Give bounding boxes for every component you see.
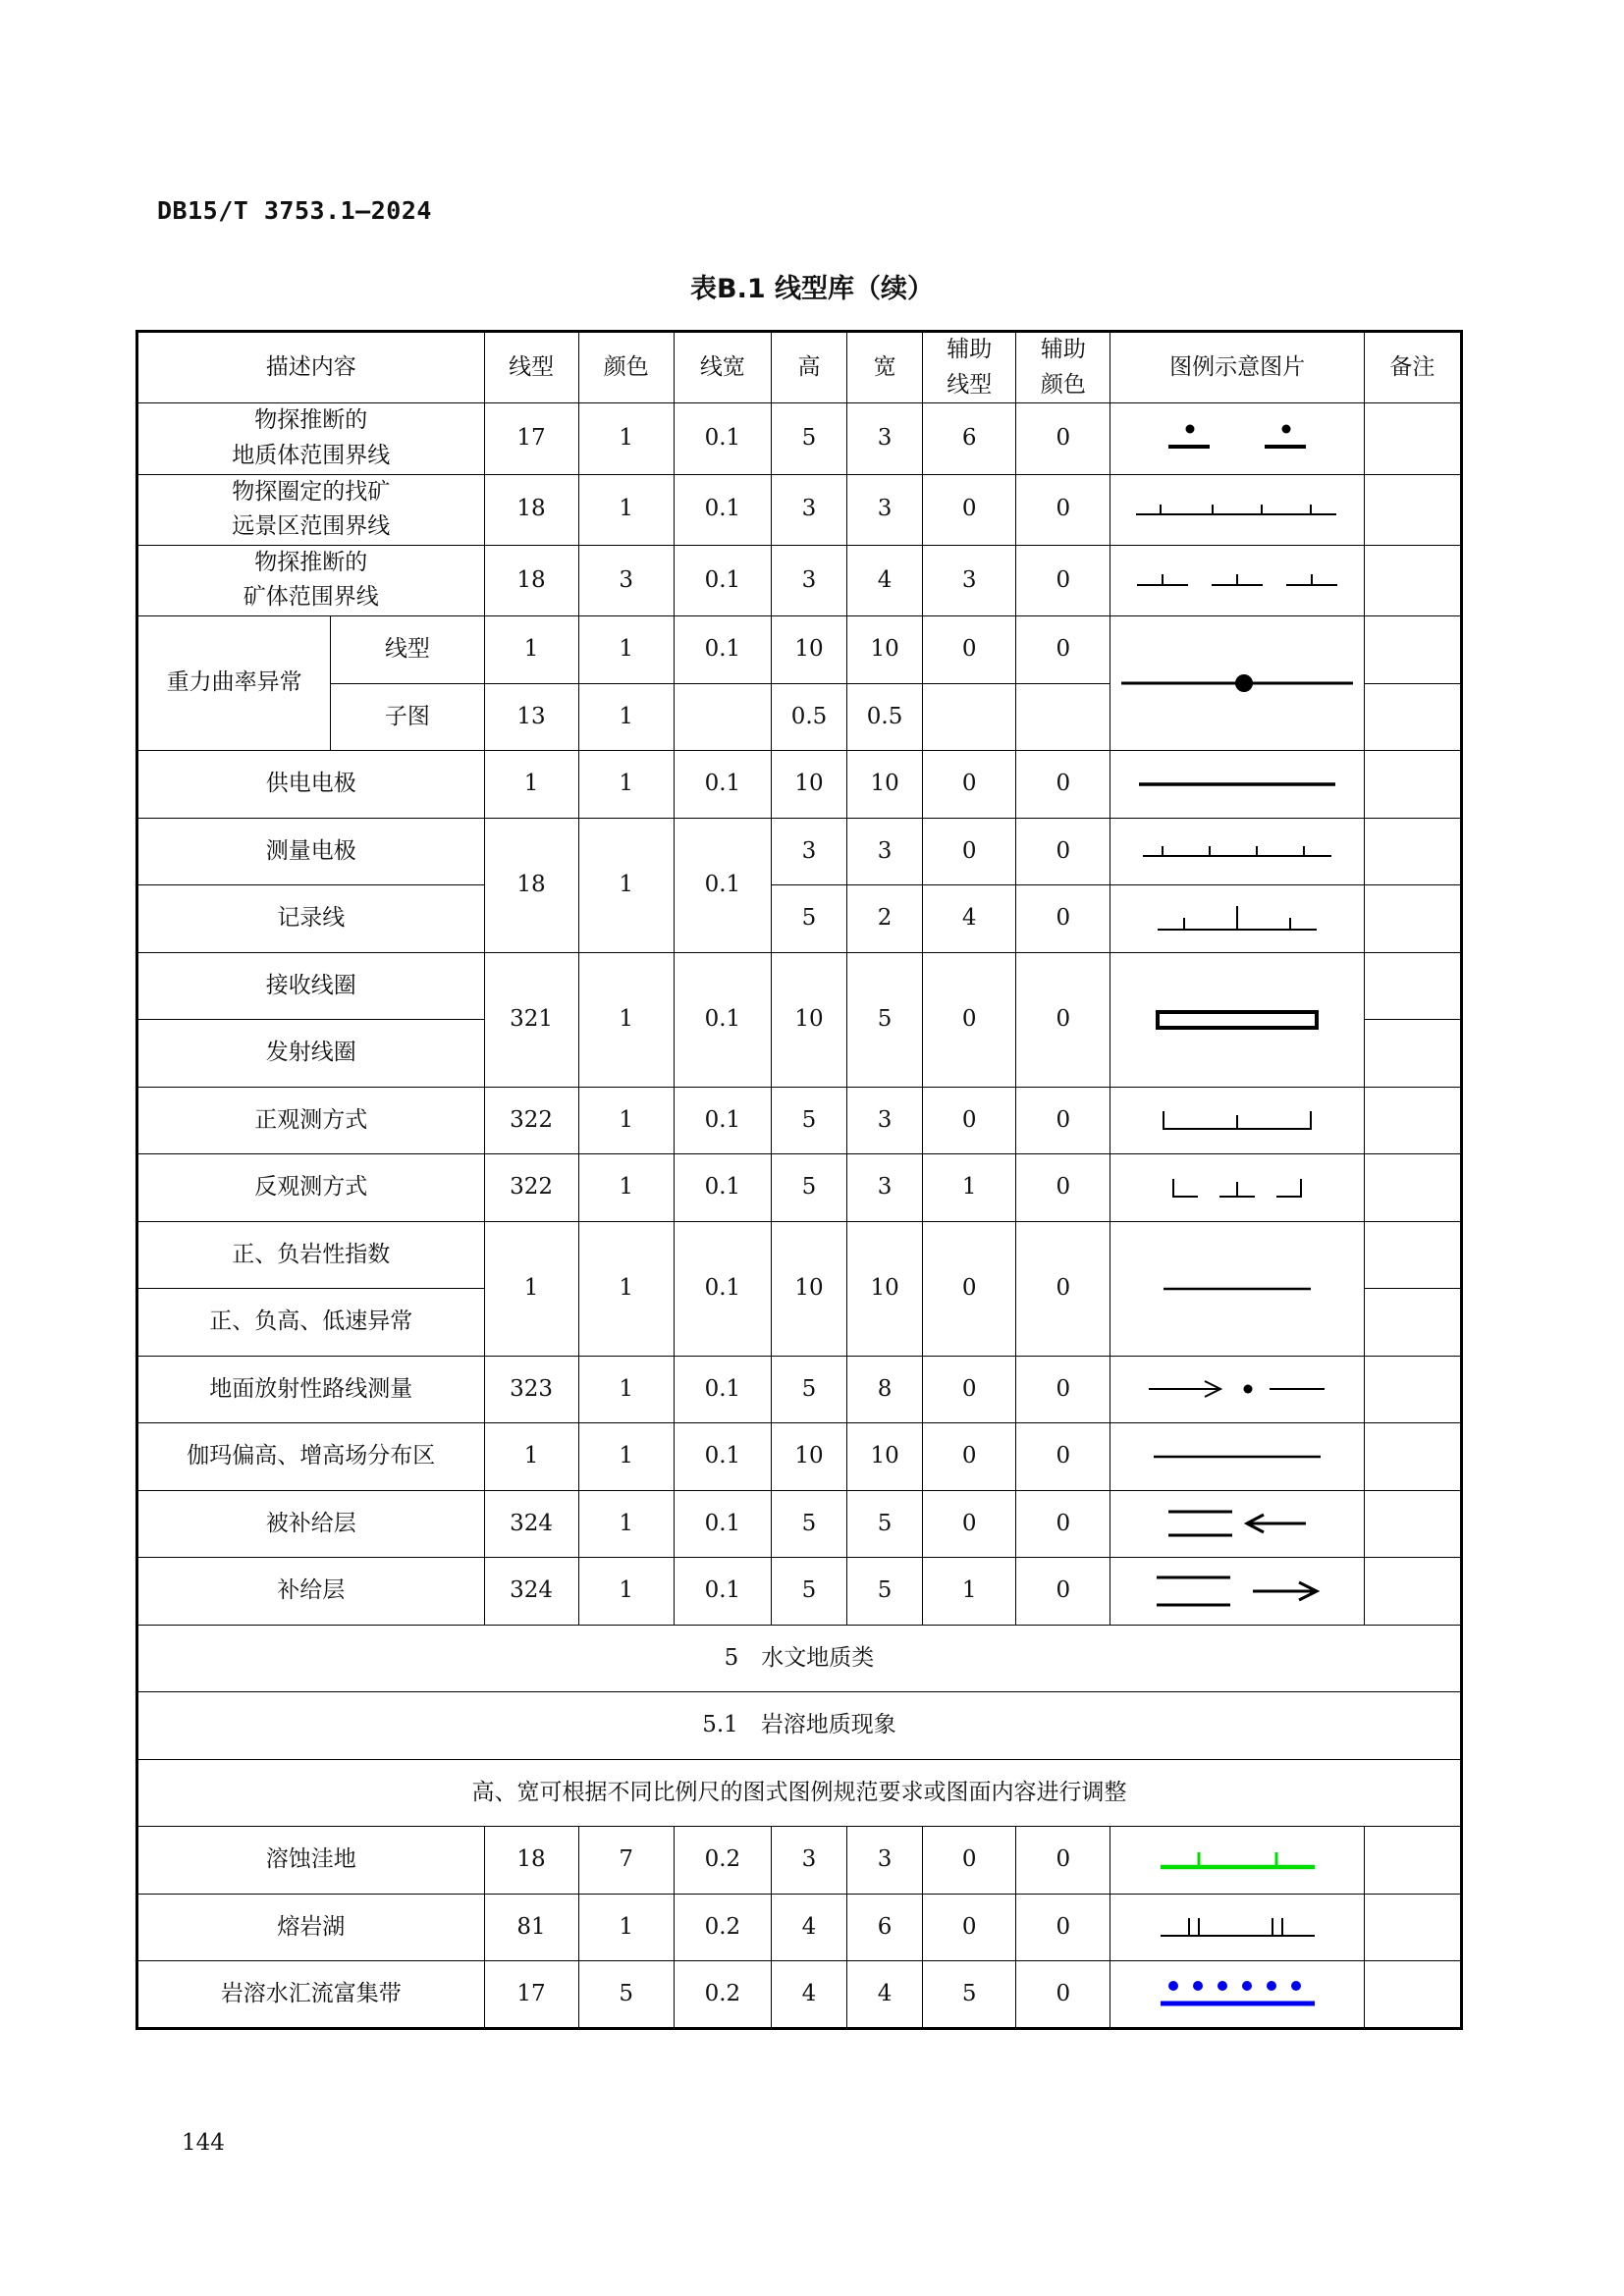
legend-dash-tick-line: [1134, 565, 1340, 595]
width-cell: 5: [847, 952, 923, 1087]
width-cell: 3: [847, 1154, 923, 1222]
remark-cell: [1364, 1356, 1461, 1423]
aux-color-cell: 0: [1016, 1827, 1110, 1895]
height-cell: 4: [771, 1961, 846, 2029]
aux-color-cell: 0: [1016, 616, 1110, 684]
aux-color-cell: [1016, 683, 1110, 751]
desc-cell: 物探推断的 矿体范围界线: [137, 545, 485, 615]
aux-color-cell: 0: [1016, 751, 1110, 819]
line-width-cell: 0.1: [674, 1558, 771, 1626]
header-aux-color: 辅助 颜色: [1016, 332, 1110, 403]
desc-cell: 岩溶水汇流富集带: [137, 1961, 485, 2029]
section-row: [137, 1625, 1462, 1692]
remark-cell: [1364, 1490, 1461, 1558]
color-cell: 1: [578, 1490, 674, 1558]
aux-line-type-cell: 0: [923, 1894, 1016, 1961]
color-cell: 1: [578, 683, 674, 751]
legend-line-with-dot: [1119, 668, 1355, 698]
section-heading: 5 水文地质类: [137, 1625, 1462, 1692]
desc-cell: 正观测方式: [137, 1087, 485, 1154]
aux-line-type-cell: 5: [923, 1961, 1016, 2029]
legend-arrow-dot-line: [1144, 1374, 1330, 1404]
desc-cell: 正、负高、低速异常: [137, 1289, 485, 1357]
legend-cell: [1110, 616, 1364, 751]
width-cell: 5: [847, 1558, 923, 1626]
aux-line-type-cell: 3: [923, 545, 1016, 615]
width-cell: 3: [847, 1087, 923, 1154]
color-cell: 1: [578, 751, 674, 819]
color-cell: 1: [578, 1221, 674, 1356]
width-cell: 3: [847, 403, 923, 474]
document-code: DB15/T 3753.1—2024: [157, 196, 432, 225]
height-cell: 3: [771, 545, 846, 615]
line-width-cell: 0.1: [674, 403, 771, 474]
table-row: [137, 1961, 1462, 2029]
line-width-cell: 0.1: [674, 545, 771, 615]
table-title: 表B.1 线型库（续）: [689, 274, 935, 304]
remark-cell: [1364, 818, 1461, 885]
aux-line-type-cell: [923, 683, 1016, 751]
line-type-cell: 322: [484, 1087, 578, 1154]
height-cell: 10: [771, 1221, 846, 1356]
line-type-cell: 81: [484, 1894, 578, 1961]
legend-cell: [1110, 1558, 1364, 1626]
page-number: 144: [182, 2130, 225, 2156]
legend-recharged-layer: [1164, 1506, 1311, 1541]
height-cell: 10: [771, 751, 846, 819]
aux-color-cell: 0: [1016, 885, 1110, 953]
aux-line-type-cell: 0: [923, 474, 1016, 545]
height-cell: 4: [771, 1894, 846, 1961]
aux-color-cell: 0: [1016, 403, 1110, 474]
remark-cell: [1364, 1087, 1461, 1154]
aux-line-type-cell: 6: [923, 403, 1016, 474]
line-type-cell: 17: [484, 403, 578, 474]
legend-cell: [1110, 545, 1364, 615]
legend-cell: [1110, 403, 1364, 474]
legend-cell: [1110, 818, 1364, 885]
remark-cell: [1364, 1558, 1461, 1626]
line-type-table: [135, 330, 1463, 2030]
height-cell: 5: [771, 1490, 846, 1558]
remark-cell: [1364, 545, 1461, 615]
line-type-cell: 321: [484, 952, 578, 1087]
table-row: [137, 818, 1462, 885]
width-cell: 8: [847, 1356, 923, 1423]
height-cell: 0.5: [771, 683, 846, 751]
aux-line-type-cell: 0: [923, 1356, 1016, 1423]
table-row: [137, 1221, 1462, 1289]
header-legend: 图例示意图片: [1110, 332, 1364, 403]
remark-cell: [1364, 474, 1461, 545]
header-width: 宽: [847, 332, 923, 403]
line-type-cell: 18: [484, 545, 578, 615]
width-cell: 3: [847, 1827, 923, 1895]
legend-cell: [1110, 952, 1364, 1087]
line-width-cell: 0.1: [674, 1087, 771, 1154]
remark-cell: [1364, 403, 1461, 474]
legend-cell: [1110, 1087, 1364, 1154]
remark-cell: [1364, 683, 1461, 751]
line-type-cell: 1: [484, 616, 578, 684]
desc-cell: 伽玛偏高、增高场分布区: [137, 1423, 485, 1491]
desc-cell: 补给层: [137, 1558, 485, 1626]
header-row: [137, 332, 1462, 403]
line-width-cell: 0.1: [674, 818, 771, 952]
header-remark: 备注: [1364, 332, 1461, 403]
width-cell: 3: [847, 818, 923, 885]
color-cell: 3: [578, 545, 674, 615]
line-width-cell: 0.1: [674, 1221, 771, 1356]
header-desc: 描述内容: [137, 332, 485, 403]
table-row: [137, 1558, 1462, 1626]
table-row: [137, 1827, 1462, 1895]
line-width-cell: 0.1: [674, 1356, 771, 1423]
legend-cell: [1110, 1827, 1364, 1895]
color-cell: 1: [578, 474, 674, 545]
legend-cell: [1110, 751, 1364, 819]
color-cell: 5: [578, 1961, 674, 2029]
line-width-cell: 0.1: [674, 1154, 771, 1222]
aux-line-type-cell: 0: [923, 751, 1016, 819]
line-type-cell: 18: [484, 1827, 578, 1895]
remark-cell: [1364, 1289, 1461, 1357]
color-cell: 7: [578, 1827, 674, 1895]
legend-cell: [1110, 1961, 1364, 2029]
color-cell: 1: [578, 1423, 674, 1491]
color-cell: 1: [578, 1087, 674, 1154]
aux-color-cell: 0: [1016, 1423, 1110, 1491]
aux-color-cell: 0: [1016, 545, 1110, 615]
remark-cell: [1364, 1221, 1461, 1289]
remark-cell: [1364, 1020, 1461, 1088]
legend-coil-rectangle: [1154, 1005, 1321, 1035]
remark-cell: [1364, 1827, 1461, 1895]
color-cell: 1: [578, 1894, 674, 1961]
width-cell: 5: [847, 1490, 923, 1558]
legend-recharge-layer: [1152, 1572, 1324, 1611]
line-type-cell: 18: [484, 474, 578, 545]
remark-cell: [1364, 885, 1461, 953]
remark-cell: [1364, 952, 1461, 1020]
desc-cell: 物探推断的 地质体范围界线: [137, 403, 485, 474]
line-type-cell: 323: [484, 1356, 578, 1423]
desc-cell: 正、负岩性指数: [137, 1221, 485, 1289]
desc-cell: 接收线圈: [137, 952, 485, 1020]
aux-line-type-cell: 0: [923, 616, 1016, 684]
aux-line-type-cell: 0: [923, 1087, 1016, 1154]
header-line-width: 线宽: [674, 332, 771, 403]
aux-line-type-cell: 0: [923, 952, 1016, 1087]
line-width-cell: 0.1: [674, 952, 771, 1087]
width-cell: 6: [847, 1894, 923, 1961]
remark-cell: [1364, 616, 1461, 684]
legend-cell: [1110, 1423, 1364, 1491]
aux-color-cell: 0: [1016, 1356, 1110, 1423]
height-cell: 5: [771, 1356, 846, 1423]
line-type-cell: 1: [484, 1423, 578, 1491]
height-cell: 3: [771, 1827, 846, 1895]
desc-cell: 被补给层: [137, 1490, 485, 1558]
note-text: 高、宽可根据不同比例尺的图式图例规范要求或图面内容进行调整: [137, 1759, 1462, 1827]
height-cell: 10: [771, 1423, 846, 1491]
color-cell: 1: [578, 1558, 674, 1626]
height-cell: 5: [771, 403, 846, 474]
line-type-cell: 324: [484, 1490, 578, 1558]
line-width-cell: 0.1: [674, 474, 771, 545]
desc-cell: 重力曲率异常: [137, 616, 331, 751]
aux-color-cell: 0: [1016, 952, 1110, 1087]
line-type-cell: 1: [484, 1221, 578, 1356]
desc-cell: 地面放射性路线测量: [137, 1356, 485, 1423]
width-cell: 4: [847, 545, 923, 615]
aux-color-cell: 0: [1016, 1558, 1110, 1626]
line-width-cell: 0.2: [674, 1827, 771, 1895]
section-row: [137, 1692, 1462, 1760]
aux-color-cell: 0: [1016, 1894, 1110, 1961]
color-cell: 1: [578, 1356, 674, 1423]
legend-thin-line: [1159, 1283, 1316, 1295]
line-type-cell: 324: [484, 1558, 578, 1626]
color-cell: 1: [578, 1154, 674, 1222]
line-width-cell: 0.2: [674, 1894, 771, 1961]
desc-cell: 熔岩湖: [137, 1894, 485, 1961]
remark-cell: [1364, 1961, 1461, 2029]
sub-desc-cell: 子图: [331, 683, 484, 751]
legend-thin-line: [1149, 1451, 1326, 1463]
table-row: [137, 474, 1462, 545]
remark-cell: [1364, 751, 1461, 819]
aux-color-cell: 0: [1016, 1154, 1110, 1222]
line-width-cell: 0.1: [674, 1490, 771, 1558]
table-row: [137, 885, 1462, 953]
desc-cell: 记录线: [137, 885, 485, 953]
aux-line-type-cell: 0: [923, 1490, 1016, 1558]
aux-line-type-cell: 0: [923, 1827, 1016, 1895]
aux-line-type-cell: 1: [923, 1558, 1016, 1626]
line-width-cell: 0.1: [674, 616, 771, 684]
width-cell: 3: [847, 474, 923, 545]
width-cell: 10: [847, 1423, 923, 1491]
table-row: [137, 751, 1462, 819]
legend-solid-line: [1134, 774, 1340, 794]
width-cell: 10: [847, 616, 923, 684]
color-cell: 1: [578, 818, 674, 952]
aux-color-cell: 0: [1016, 1087, 1110, 1154]
height-cell: 5: [771, 1558, 846, 1626]
line-type-cell: 322: [484, 1154, 578, 1222]
table-row: [137, 1087, 1462, 1154]
aux-line-type-cell: 0: [923, 818, 1016, 885]
desc-cell: 供电电极: [137, 751, 485, 819]
table-row: [137, 1356, 1462, 1423]
remark-cell: [1364, 1423, 1461, 1491]
desc-cell: 物探圈定的找矿 远景区范围界线: [137, 474, 485, 545]
remark-cell: [1364, 1154, 1461, 1222]
legend-cell: [1110, 1356, 1364, 1423]
remark-cell: [1364, 1894, 1461, 1961]
table-row: [137, 403, 1462, 474]
table-row: [137, 1490, 1462, 1558]
legend-cell: [1110, 885, 1364, 953]
legend-forward-observation: [1159, 1105, 1316, 1135]
legend-double-tick-line: [1157, 1912, 1319, 1942]
legend-reverse-observation: [1168, 1173, 1306, 1202]
height-cell: 3: [771, 474, 846, 545]
aux-line-type-cell: 0: [923, 1221, 1016, 1356]
note-row: [137, 1759, 1462, 1827]
aux-color-cell: 0: [1016, 1961, 1110, 2029]
legend-cell: [1110, 1154, 1364, 1222]
legend-cell: [1110, 1221, 1364, 1356]
aux-line-type-cell: 1: [923, 1154, 1016, 1222]
width-cell: 4: [847, 1961, 923, 2029]
color-cell: 1: [578, 403, 674, 474]
legend-dot-dash-line: [1149, 419, 1326, 458]
line-width-cell: [674, 683, 771, 751]
legend-cell: [1110, 474, 1364, 545]
color-cell: 1: [578, 616, 674, 684]
table-row: [137, 952, 1462, 1020]
line-width-cell: 0.1: [674, 751, 771, 819]
width-cell: 10: [847, 751, 923, 819]
height-cell: 5: [771, 885, 846, 953]
legend-blue-dotted-line: [1157, 1978, 1319, 2009]
aux-color-cell: 0: [1016, 1490, 1110, 1558]
aux-color-cell: 0: [1016, 474, 1110, 545]
height-cell: 3: [771, 818, 846, 885]
aux-color-cell: 0: [1016, 1221, 1110, 1356]
aux-line-type-cell: 4: [923, 885, 1016, 953]
desc-cell: 反观测方式: [137, 1154, 485, 1222]
aux-color-cell: 0: [1016, 818, 1110, 885]
header-height: 高: [771, 332, 846, 403]
desc-cell: 溶蚀洼地: [137, 1827, 485, 1895]
height-cell: 5: [771, 1154, 846, 1222]
legend-record-line: [1154, 902, 1321, 935]
table-row: [137, 1894, 1462, 1961]
header-line-type: 线型: [484, 332, 578, 403]
table-row: [137, 616, 1462, 684]
aux-line-type-cell: 0: [923, 1423, 1016, 1491]
line-type-cell: 13: [484, 683, 578, 751]
header-aux-line-type: 辅助 线型: [923, 332, 1016, 403]
subsection-heading: 5.1 岩溶地质现象: [137, 1692, 1462, 1760]
width-cell: 10: [847, 1221, 923, 1356]
line-width-cell: 0.2: [674, 1961, 771, 2029]
line-type-cell: 1: [484, 751, 578, 819]
desc-cell: 发射线圈: [137, 1020, 485, 1088]
table-row: [137, 545, 1462, 615]
table-row: [137, 1154, 1462, 1222]
color-cell: 1: [578, 952, 674, 1087]
table-row: [137, 1423, 1462, 1491]
height-cell: 10: [771, 952, 846, 1087]
line-type-cell: 17: [484, 1961, 578, 2029]
header-color: 颜色: [578, 332, 674, 403]
sub-desc-cell: 线型: [331, 616, 484, 684]
legend-cell: [1110, 1894, 1364, 1961]
width-cell: 0.5: [847, 683, 923, 751]
line-type-cell: 18: [484, 818, 578, 952]
desc-cell: 测量电极: [137, 818, 485, 885]
width-cell: 2: [847, 885, 923, 953]
legend-tick-line: [1139, 838, 1335, 864]
height-cell: 5: [771, 1087, 846, 1154]
height-cell: 10: [771, 616, 846, 684]
legend-green-tick-line: [1157, 1845, 1319, 1875]
legend-tick-line: [1134, 495, 1340, 524]
legend-cell: [1110, 1490, 1364, 1558]
line-width-cell: 0.1: [674, 1423, 771, 1491]
